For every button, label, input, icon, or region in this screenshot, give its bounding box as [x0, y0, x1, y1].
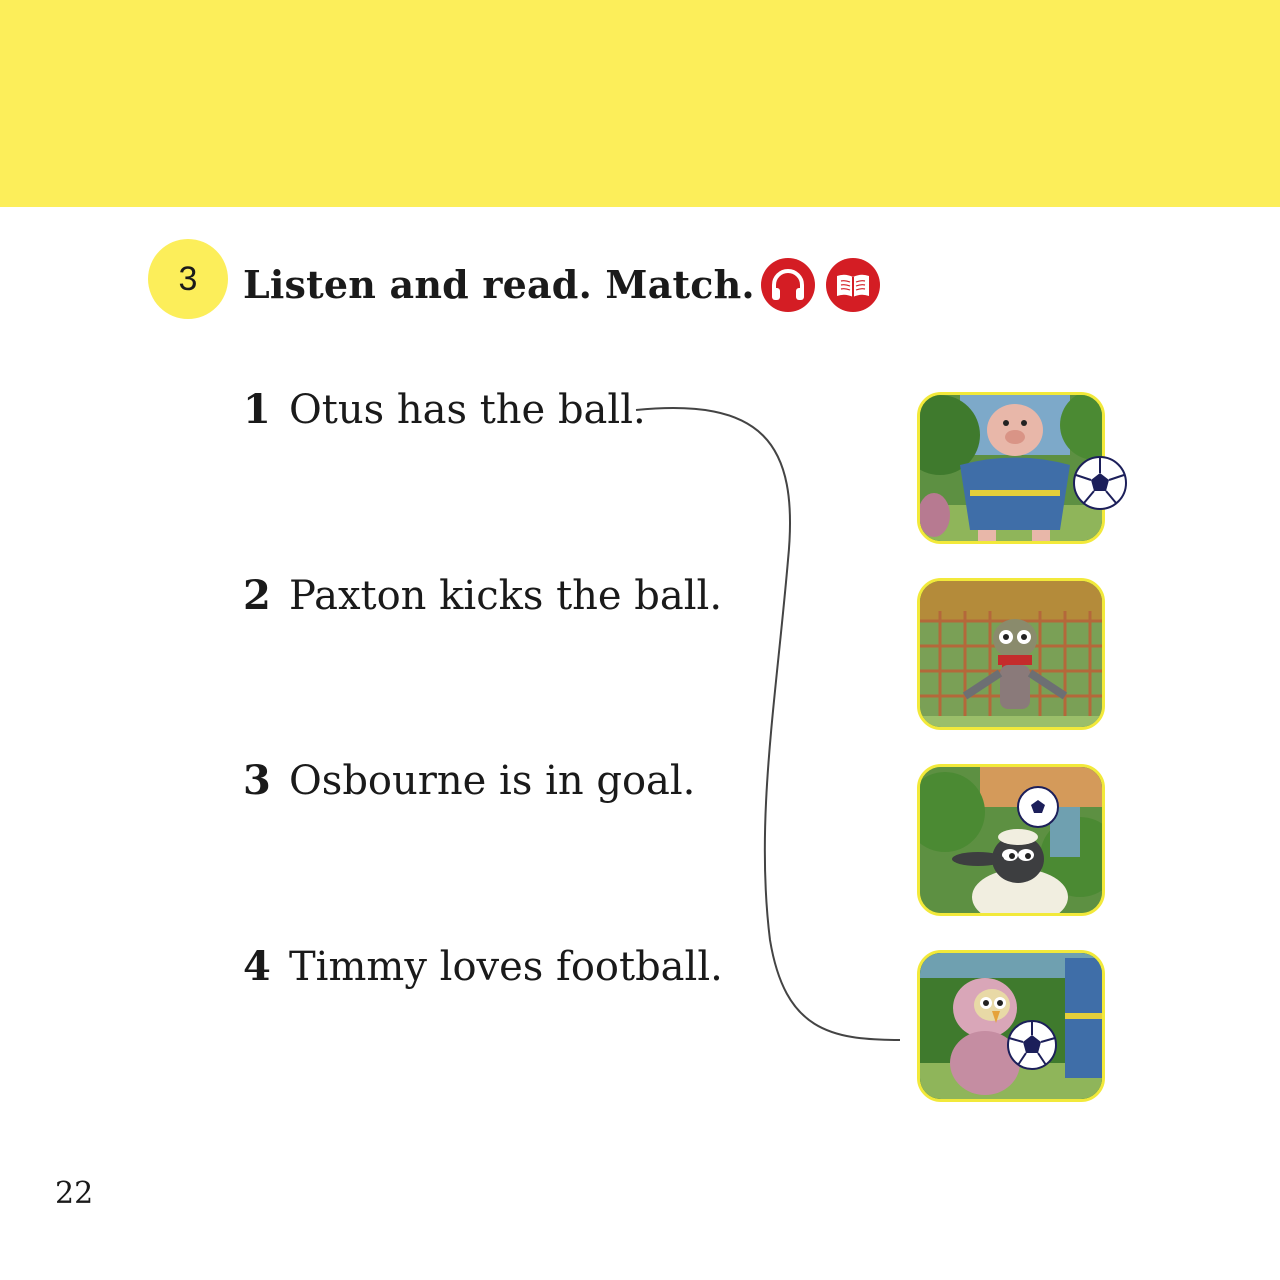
item-number: 2: [243, 572, 271, 619]
item-text: Otus has the ball.: [289, 387, 646, 433]
item-text: Timmy loves football.: [289, 944, 723, 990]
sheep-heading-ball-picture[interactable]: [917, 764, 1105, 916]
page-number: 22: [55, 1176, 94, 1211]
owl-holding-ball-picture[interactable]: [917, 950, 1105, 1102]
exercise-number: 3: [178, 259, 198, 298]
item-text: Osbourne is in goal.: [289, 758, 696, 804]
item-number: 1: [243, 386, 271, 433]
item-number: 3: [243, 757, 271, 804]
item-text: Paxton kicks the ball.: [289, 573, 723, 619]
soccer-ball-icon: [1072, 455, 1128, 511]
item-number: 4: [243, 943, 271, 990]
owl-in-goal-picture[interactable]: [917, 578, 1105, 730]
exercise-instruction: Listen and read. Match.: [243, 262, 755, 307]
